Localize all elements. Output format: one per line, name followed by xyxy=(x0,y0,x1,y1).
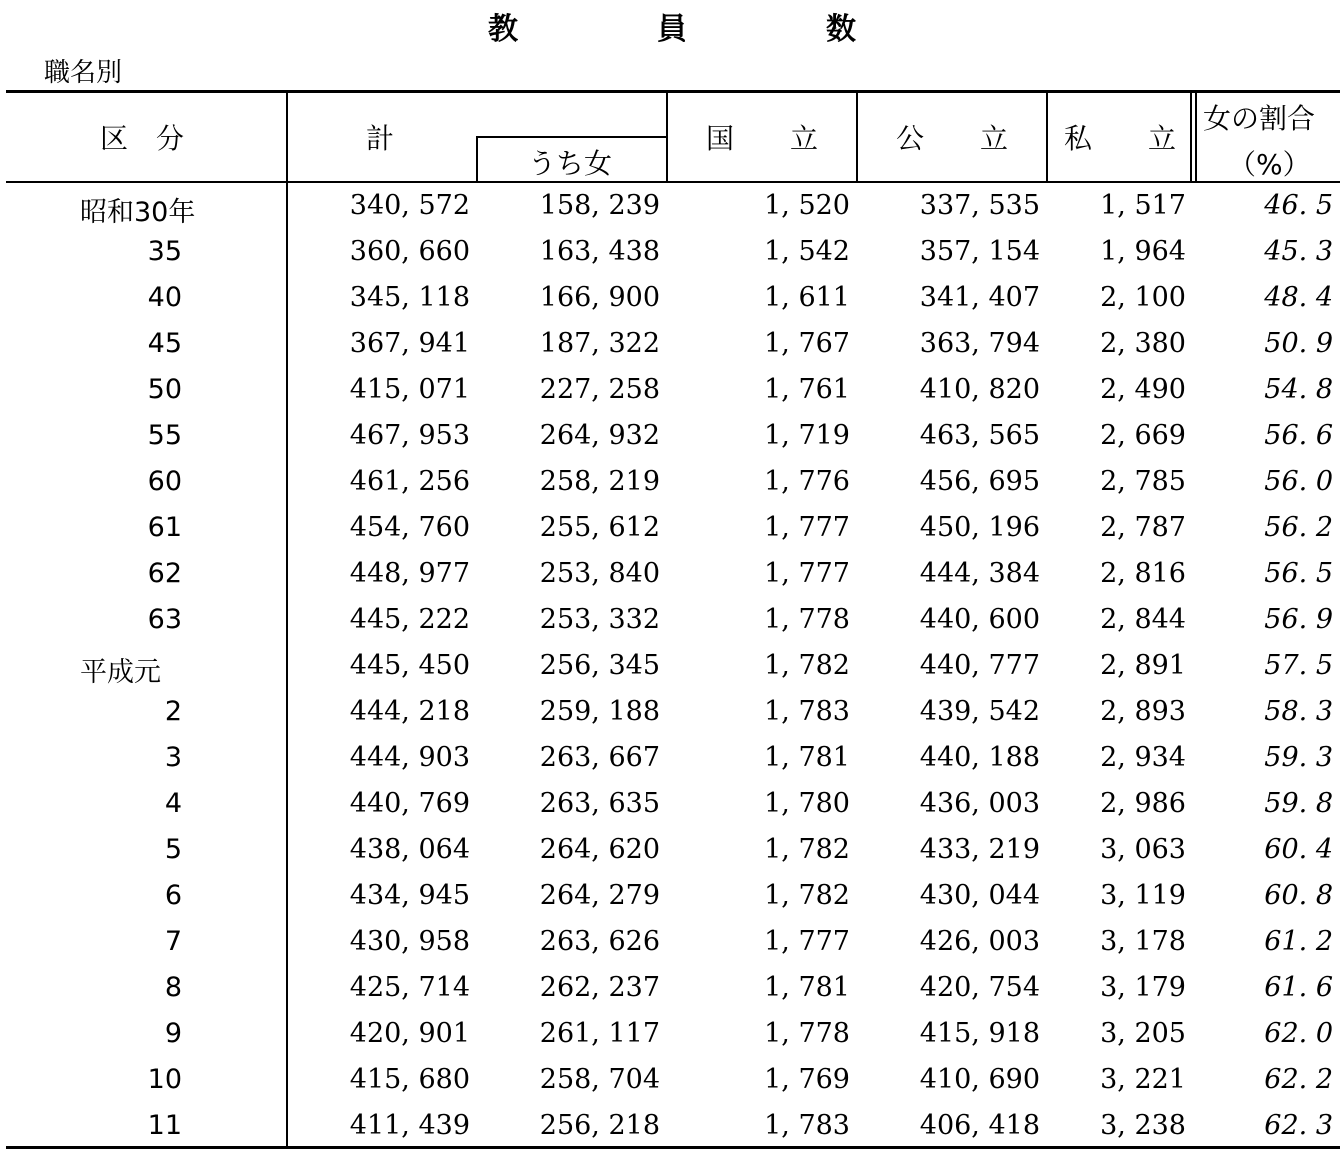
cell-kou: 406, 418 xyxy=(919,1110,1040,1141)
cell-onna: 263, 626 xyxy=(539,926,660,957)
row-label: 6 xyxy=(164,880,182,911)
table-row xyxy=(0,230,1344,276)
cell-kou: 410, 690 xyxy=(919,1064,1040,1095)
cell-kou: 420, 754 xyxy=(919,972,1040,1003)
cell-ratio: 56. 0 xyxy=(1264,466,1333,497)
cell-kou: 456, 695 xyxy=(919,466,1040,497)
table-row xyxy=(0,276,1344,322)
cell-kei: 461, 256 xyxy=(349,466,470,497)
cell-kou: 357, 154 xyxy=(919,236,1040,267)
cell-koku: 1, 783 xyxy=(764,696,850,727)
cell-ratio: 46. 5 xyxy=(1264,190,1333,221)
cell-shi: 2, 934 xyxy=(1100,742,1186,773)
header-ratio-line1: 女の割合 xyxy=(1203,102,1316,135)
cell-kei: 425, 714 xyxy=(349,972,470,1003)
col-divider-6b xyxy=(1195,92,1197,182)
cell-ratio: 48. 4 xyxy=(1264,282,1333,313)
col-divider-2 xyxy=(476,136,478,182)
cell-shi: 2, 893 xyxy=(1100,696,1186,727)
cell-koku: 1, 761 xyxy=(764,374,850,405)
col-divider-4 xyxy=(856,92,858,182)
cell-ratio: 56. 2 xyxy=(1264,512,1333,543)
cell-onna: 264, 279 xyxy=(539,880,660,911)
cell-shi: 3, 205 xyxy=(1100,1018,1186,1049)
cell-onna: 258, 219 xyxy=(539,466,660,497)
table-row xyxy=(0,828,1344,874)
header-uchi-onna: うち女 xyxy=(528,147,613,180)
cell-kou: 410, 820 xyxy=(919,374,1040,405)
row-label: 平成元 xyxy=(80,657,161,688)
col-divider-3 xyxy=(666,92,668,182)
cell-kei: 420, 901 xyxy=(349,1018,470,1049)
cell-ratio: 59. 3 xyxy=(1264,742,1333,773)
row-label: 60 xyxy=(147,466,182,497)
table-row xyxy=(0,184,1344,230)
cell-onna: 263, 635 xyxy=(539,788,660,819)
cell-kei: 434, 945 xyxy=(349,880,470,911)
cell-kou: 430, 044 xyxy=(919,880,1040,911)
cell-ratio: 56. 6 xyxy=(1264,420,1333,451)
table-row xyxy=(0,322,1344,368)
cell-kei: 367, 941 xyxy=(349,328,470,359)
uchi-onna-top-rule xyxy=(476,136,667,138)
cell-shi: 3, 063 xyxy=(1100,834,1186,865)
cell-shi: 2, 100 xyxy=(1100,282,1186,313)
cell-ratio: 61. 2 xyxy=(1264,926,1333,957)
cell-kei: 415, 071 xyxy=(349,374,470,405)
table-row xyxy=(0,736,1344,782)
cell-koku: 1, 782 xyxy=(764,880,850,911)
cell-kou: 444, 384 xyxy=(919,558,1040,589)
cell-ratio: 61. 6 xyxy=(1264,972,1333,1003)
cell-koku: 1, 783 xyxy=(764,1110,850,1141)
cell-ratio: 60. 8 xyxy=(1264,880,1333,911)
cell-ratio: 62. 2 xyxy=(1264,1064,1333,1095)
cell-kei: 411, 439 xyxy=(349,1110,470,1141)
table-row xyxy=(0,552,1344,598)
cell-kei: 444, 903 xyxy=(349,742,470,773)
header-kei: 計 xyxy=(366,122,395,155)
cell-koku: 1, 778 xyxy=(764,1018,850,1049)
cell-ratio: 58. 3 xyxy=(1264,696,1333,727)
cell-onna: 253, 332 xyxy=(539,604,660,635)
cell-kei: 340, 572 xyxy=(349,190,470,221)
cell-koku: 1, 782 xyxy=(764,650,850,681)
cell-koku: 1, 719 xyxy=(764,420,850,451)
cell-onna: 187, 322 xyxy=(539,328,660,359)
cell-onna: 264, 932 xyxy=(539,420,660,451)
table-subtitle: 職名別 xyxy=(44,58,123,88)
table-row xyxy=(0,506,1344,552)
row-label: 10 xyxy=(147,1064,182,1095)
header-kouritsu: 公 立 xyxy=(896,122,1009,155)
table-row xyxy=(0,966,1344,1012)
cell-shi: 2, 891 xyxy=(1100,650,1186,681)
cell-kou: 463, 565 xyxy=(919,420,1040,451)
cell-kei: 444, 218 xyxy=(349,696,470,727)
cell-kou: 440, 600 xyxy=(919,604,1040,635)
header-kokuritsu: 国 立 xyxy=(706,122,819,155)
cell-kei: 440, 769 xyxy=(349,788,470,819)
cell-kou: 440, 777 xyxy=(919,650,1040,681)
cell-onna: 166, 900 xyxy=(539,282,660,313)
row-label: 11 xyxy=(147,1110,182,1141)
table-top-rule xyxy=(6,90,1340,93)
cell-onna: 227, 258 xyxy=(539,374,660,405)
cell-koku: 1, 777 xyxy=(764,558,850,589)
cell-shi: 3, 238 xyxy=(1100,1110,1186,1141)
table-row xyxy=(0,690,1344,736)
cell-kou: 415, 918 xyxy=(919,1018,1040,1049)
row-label: 2 xyxy=(164,696,182,727)
cell-kei: 454, 760 xyxy=(349,512,470,543)
cell-onna: 158, 239 xyxy=(539,190,660,221)
cell-ratio: 56. 9 xyxy=(1264,604,1333,635)
table-row xyxy=(0,782,1344,828)
header-ratio-line2: （%） xyxy=(1228,148,1311,181)
cell-onna: 256, 218 xyxy=(539,1110,660,1141)
cell-onna: 262, 237 xyxy=(539,972,660,1003)
cell-onna: 264, 620 xyxy=(539,834,660,865)
cell-onna: 255, 612 xyxy=(539,512,660,543)
row-label: 55 xyxy=(147,420,182,451)
cell-kou: 450, 196 xyxy=(919,512,1040,543)
cell-kou: 341, 407 xyxy=(919,282,1040,313)
cell-onna: 163, 438 xyxy=(539,236,660,267)
row-label: 4 xyxy=(164,788,182,819)
cell-shi: 2, 986 xyxy=(1100,788,1186,819)
cell-kou: 337, 535 xyxy=(919,190,1040,221)
row-label: 昭和30年 xyxy=(80,197,196,228)
cell-ratio: 56. 5 xyxy=(1264,558,1333,589)
cell-onna: 258, 704 xyxy=(539,1064,660,1095)
cell-ratio: 62. 0 xyxy=(1264,1018,1333,1049)
cell-onna: 261, 117 xyxy=(539,1018,660,1049)
cell-shi: 2, 490 xyxy=(1100,374,1186,405)
table-row xyxy=(0,598,1344,644)
cell-ratio: 50. 9 xyxy=(1264,328,1333,359)
cell-kou: 426, 003 xyxy=(919,926,1040,957)
cell-onna: 259, 188 xyxy=(539,696,660,727)
title-char-2: 員 xyxy=(657,12,687,47)
cell-koku: 1, 769 xyxy=(764,1064,850,1095)
table-row xyxy=(0,414,1344,460)
col-divider-5 xyxy=(1046,92,1048,182)
cell-ratio: 59. 8 xyxy=(1264,788,1333,819)
table-row xyxy=(0,460,1344,506)
cell-kei: 445, 222 xyxy=(349,604,470,635)
cell-kei: 448, 977 xyxy=(349,558,470,589)
cell-koku: 1, 777 xyxy=(764,926,850,957)
table-row xyxy=(0,874,1344,920)
row-label: 63 xyxy=(147,604,182,635)
row-label: 45 xyxy=(147,328,182,359)
cell-kei: 438, 064 xyxy=(349,834,470,865)
cell-koku: 1, 778 xyxy=(764,604,850,635)
row-label: 50 xyxy=(147,374,182,405)
cell-koku: 1, 767 xyxy=(764,328,850,359)
row-label: 40 xyxy=(147,282,182,313)
cell-koku: 1, 781 xyxy=(764,742,850,773)
cell-shi: 2, 669 xyxy=(1100,420,1186,451)
cell-kou: 433, 219 xyxy=(919,834,1040,865)
cell-shi: 2, 380 xyxy=(1100,328,1186,359)
cell-kei: 467, 953 xyxy=(349,420,470,451)
cell-ratio: 60. 4 xyxy=(1264,834,1333,865)
cell-kei: 445, 450 xyxy=(349,650,470,681)
table-row xyxy=(0,1104,1344,1150)
cell-kei: 360, 660 xyxy=(349,236,470,267)
cell-shi: 2, 787 xyxy=(1100,512,1186,543)
cell-shi: 3, 221 xyxy=(1100,1064,1186,1095)
cell-kou: 436, 003 xyxy=(919,788,1040,819)
cell-koku: 1, 776 xyxy=(764,466,850,497)
cell-onna: 263, 667 xyxy=(539,742,660,773)
cell-onna: 253, 840 xyxy=(539,558,660,589)
cell-ratio: 62. 3 xyxy=(1264,1110,1333,1141)
cell-shi: 1, 964 xyxy=(1100,236,1186,267)
cell-shi: 2, 785 xyxy=(1100,466,1186,497)
header-shiritsu: 私 立 xyxy=(1064,122,1177,155)
cell-koku: 1, 611 xyxy=(764,282,850,313)
cell-koku: 1, 782 xyxy=(764,834,850,865)
row-label: 5 xyxy=(164,834,182,865)
cell-kou: 439, 542 xyxy=(919,696,1040,727)
col-divider-6a xyxy=(1190,92,1192,182)
cell-koku: 1, 781 xyxy=(764,972,850,1003)
cell-ratio: 57. 5 xyxy=(1264,650,1333,681)
cell-kei: 430, 958 xyxy=(349,926,470,957)
row-label: 8 xyxy=(164,972,182,1003)
cell-koku: 1, 542 xyxy=(764,236,850,267)
table-row xyxy=(0,644,1344,690)
cell-shi: 1, 517 xyxy=(1100,190,1186,221)
cell-onna: 256, 345 xyxy=(539,650,660,681)
cell-ratio: 45. 3 xyxy=(1264,236,1333,267)
cell-koku: 1, 520 xyxy=(764,190,850,221)
header-kubun: 区 分 xyxy=(100,122,185,155)
header-bottom-rule xyxy=(6,181,1340,183)
row-label: 7 xyxy=(164,926,182,957)
title-char-1: 教 xyxy=(488,12,518,47)
cell-shi: 3, 178 xyxy=(1100,926,1186,957)
cell-koku: 1, 780 xyxy=(764,788,850,819)
cell-kou: 363, 794 xyxy=(919,328,1040,359)
cell-kei: 415, 680 xyxy=(349,1064,470,1095)
cell-shi: 3, 119 xyxy=(1100,880,1186,911)
row-label: 61 xyxy=(147,512,182,543)
cell-ratio: 54. 8 xyxy=(1264,374,1333,405)
table-row xyxy=(0,1012,1344,1058)
row-label: 35 xyxy=(147,236,182,267)
table-row xyxy=(0,368,1344,414)
row-label: 62 xyxy=(147,558,182,589)
cell-koku: 1, 777 xyxy=(764,512,850,543)
cell-shi: 3, 179 xyxy=(1100,972,1186,1003)
row-label: 9 xyxy=(164,1018,182,1049)
row-label: 3 xyxy=(164,742,182,773)
table-row xyxy=(0,920,1344,966)
cell-shi: 2, 844 xyxy=(1100,604,1186,635)
cell-kei: 345, 118 xyxy=(349,282,470,313)
cell-shi: 2, 816 xyxy=(1100,558,1186,589)
table-row xyxy=(0,1058,1344,1104)
cell-kou: 440, 188 xyxy=(919,742,1040,773)
title-char-3: 数 xyxy=(826,12,856,47)
